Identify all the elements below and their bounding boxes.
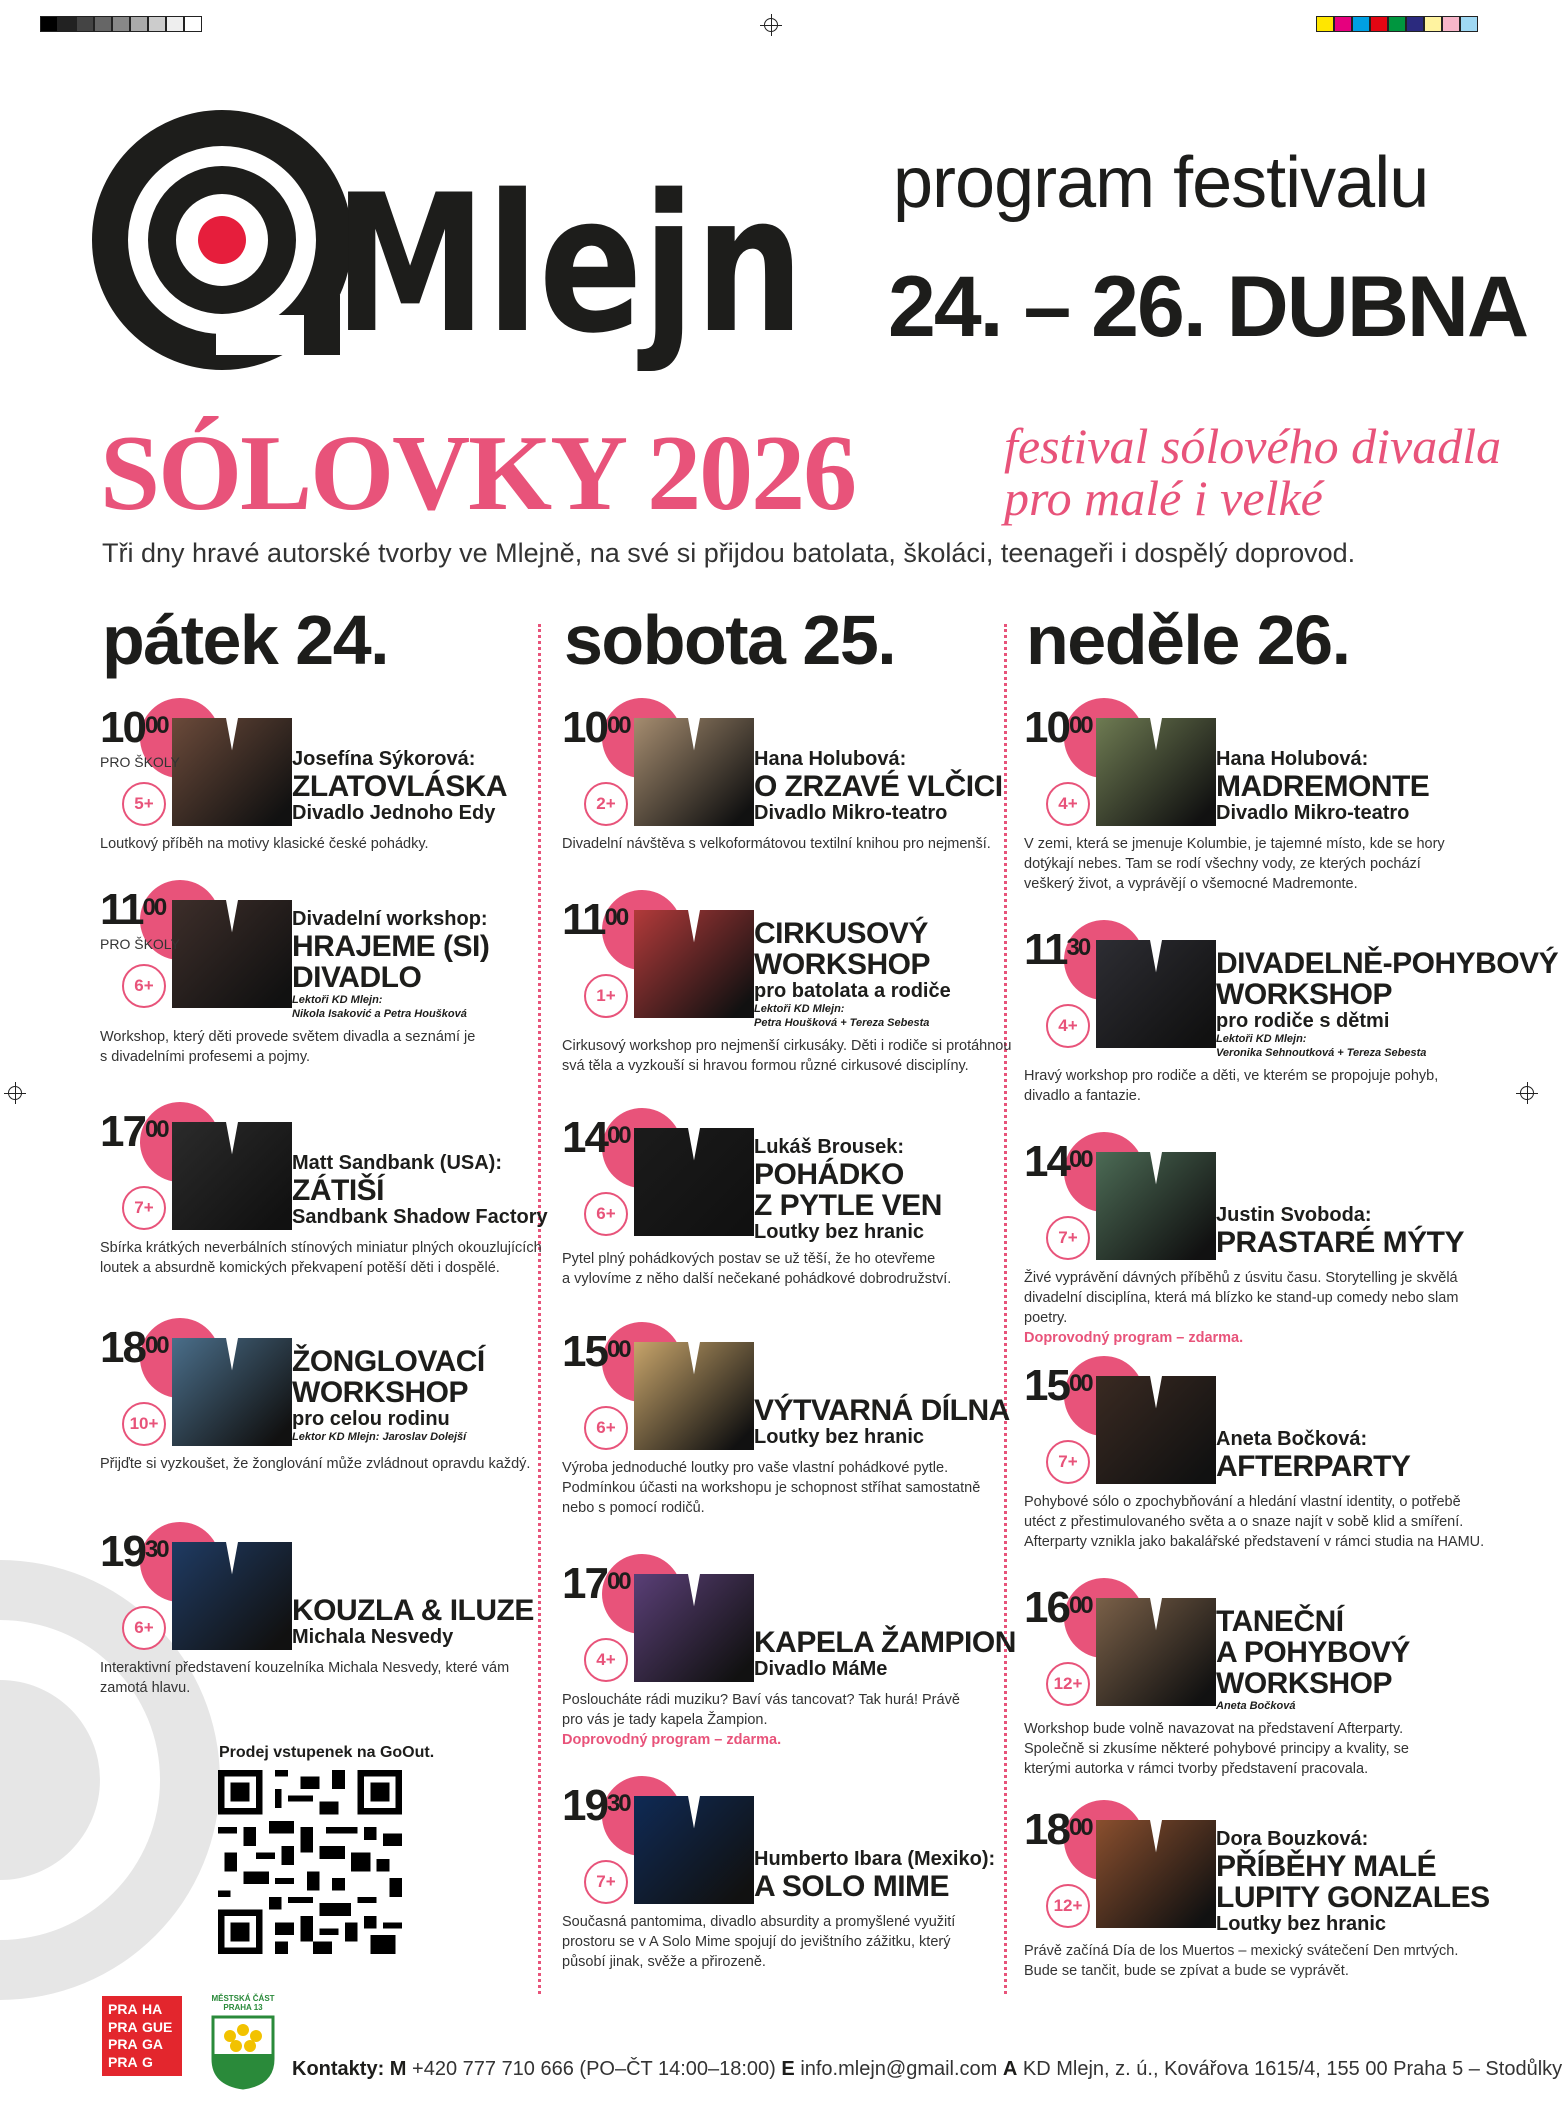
event-author: Humberto Ibara (Mexiko): — [754, 1848, 996, 1870]
contacts-phone-label: M — [389, 2058, 407, 2080]
event-age-badge: 1+ — [584, 974, 628, 1018]
event-age-badge: 12+ — [1046, 1884, 1090, 1928]
event-card — [562, 895, 1027, 1098]
event-description-line: kterými autorka v rámci tvorby představení pracovala. — [1024, 1761, 1369, 1777]
event-minute: 00 — [606, 1568, 630, 1595]
event-hour: 11 — [100, 885, 143, 934]
event-minute: 00 — [1068, 1814, 1092, 1841]
event-description — [100, 1658, 509, 1698]
event-description-line: Workshop, který děti provede světem divadla a seznámí je — [100, 1029, 476, 1045]
event-description-line: veškerý život, a vyprávějí o všemocné Madremonte. — [1024, 876, 1358, 892]
event-text — [754, 918, 951, 1030]
event-hour: 18 — [1024, 1805, 1069, 1854]
event-title-2: WORKSHOP — [1216, 978, 1392, 1011]
event-hour: 11 — [1024, 925, 1067, 974]
event-author: Dora Bouzková: — [1216, 1828, 1369, 1850]
event-time — [100, 1527, 168, 1576]
event-company: Loutky bez hranic — [754, 1221, 925, 1243]
event-photo — [634, 1128, 754, 1236]
event-title: KOUZLA & ILUZE — [292, 1594, 534, 1627]
event-age-badge: 4+ — [1046, 782, 1090, 826]
event-card — [1024, 1805, 1490, 2008]
event-title-2: A POHYBOVÝ — [1216, 1636, 1410, 1669]
event-description-line: Právě začíná Día de los Muertos – mexický svátečení Den mrtvých. — [1024, 1943, 1459, 1959]
festival-dates: 24. – 26. DUBNA — [888, 259, 1528, 355]
event-title: PŘÍBĚHY MALÉ — [1216, 1850, 1437, 1883]
praha-logo-cell: PRA — [108, 2018, 138, 2035]
event-lecturers: Aneta Bočková — [1216, 1700, 1296, 1712]
event-title: AFTERPARTY — [1216, 1450, 1411, 1483]
event-description — [562, 1249, 951, 1289]
event-card — [562, 1327, 1027, 1530]
event-photo — [634, 910, 754, 1018]
event-description-line: divadelní disciplína, která má blízko ke stand-up comedy nebo slam — [1024, 1290, 1459, 1306]
event-hour: 15 — [562, 1327, 607, 1376]
event-card — [100, 1527, 565, 1730]
event-note: PRO ŠKOLY — [100, 754, 180, 770]
praha-logo-cell: PRA — [108, 2036, 138, 2052]
event-age-badge: 7+ — [1046, 1216, 1090, 1260]
event-hour: 14 — [1024, 1137, 1069, 1186]
event-minute: 00 — [144, 1332, 168, 1359]
event-text — [292, 1346, 485, 1444]
qr-code[interactable] — [218, 1770, 402, 1954]
event-title: ZÁTIŠÍ — [292, 1174, 384, 1207]
event-description — [562, 1036, 1011, 1076]
event-card — [562, 1559, 1027, 1762]
event-description-line: Interaktivní představení kouzelníka Michala Nesvedy, které vám — [100, 1660, 510, 1676]
event-photo — [1096, 718, 1216, 826]
praha13-logo — [206, 1994, 280, 2092]
event-description-line: Společně si zkusíme některé pohybové principy a kvality, se — [1024, 1741, 1409, 1757]
event-hour: 16 — [1024, 1583, 1069, 1632]
event-description-line: Bude se tančit, bude se zpívat a bude se vyprávět. — [1024, 1963, 1349, 1979]
event-lecturers: Lektor KD Mlejn: Jaroslav Dolejší — [292, 1431, 467, 1443]
contacts-email-label: E — [781, 2058, 795, 2080]
event-text — [754, 1395, 1010, 1448]
event-text — [1216, 948, 1558, 1060]
event-hour: 17 — [562, 1559, 607, 1608]
event-hour: 11 — [562, 895, 605, 944]
event-description — [1024, 1941, 1458, 1981]
event-title: O ZRZAVÉ VLČICI — [754, 770, 1003, 803]
event-description — [1024, 834, 1445, 894]
event-description-line: Pohybové sólo o zpochybňování a hledání vlastní identity, o potřebě — [1024, 1494, 1461, 1510]
event-time — [562, 703, 630, 752]
event-photo — [1096, 940, 1216, 1048]
festival-subtitle-line-2: pro malé i velké — [1004, 470, 1323, 526]
ticket-sale-label: Prodej vstupenek na GoOut. — [219, 1744, 435, 1761]
event-minute: 00 — [1068, 1370, 1092, 1397]
event-description-line: Posloucháte rádi muziku? Baví vás tancovat? Tak hurá! Právě — [562, 1692, 960, 1708]
event-description-line: prostoru se v A Solo Mime spojují do jevištního zážitku, který — [562, 1934, 951, 1950]
contacts-address: KD Mlejn, z. ú., Kovářova 1615/4, 155 00 Praha 5 – Stodůlky — [1022, 2058, 1562, 2080]
event-title: TANEČNÍ — [1216, 1605, 1344, 1638]
event-company: Divadlo Mikro-teatro — [1216, 802, 1410, 824]
event-minute: 00 — [604, 904, 628, 931]
event-time — [1024, 1137, 1092, 1186]
logo-text: Mlejn — [334, 154, 804, 375]
event-card — [1024, 1361, 1489, 1564]
event-hour: 14 — [562, 1113, 607, 1162]
event-author: Lukáš Brousek: — [754, 1136, 905, 1158]
event-lecturers-2: Veronika Sehnoutková + Tereza Sebesta — [1216, 1047, 1427, 1059]
event-description-line: Živé vyprávění dávných příběhů z úsvitu času. Storytelling je skvělá — [1024, 1270, 1458, 1286]
event-card — [1024, 703, 1489, 906]
event-card — [1024, 1583, 1489, 1786]
event-lecturers: Lektoři KD Mlejn: — [1216, 1033, 1307, 1045]
praha-logo-cell: PRA — [108, 2053, 138, 2070]
event-photo — [172, 1542, 292, 1650]
praha-logo-cell: GUE — [142, 2018, 173, 2035]
event-author: Hana Holubová: — [1216, 748, 1369, 770]
praha-logo-cell: PRA — [108, 2001, 138, 2017]
event-age-badge: 7+ — [1046, 1440, 1090, 1484]
event-description-line: Pytel plný pohádkových postav se už těší, že ho otevřeme — [562, 1251, 936, 1267]
day-heading-friday: pátek 24. — [102, 601, 389, 679]
registration-mark-left — [8, 1086, 22, 1100]
event-description — [100, 1454, 530, 1474]
event-author: Aneta Bočková: — [1216, 1428, 1368, 1450]
event-time — [1024, 1805, 1092, 1854]
event-time — [562, 1781, 630, 1830]
event-card — [100, 1323, 565, 1526]
event-author: Justin Svoboda: — [1216, 1204, 1372, 1226]
event-hour: 10 — [1024, 703, 1069, 752]
event-time — [100, 1323, 168, 1372]
contacts-phone[interactable]: +420 777 710 666 (PO–ČT 14:00–18:00) — [412, 2058, 776, 2080]
event-title-2: WORKSHOP — [754, 948, 930, 981]
event-title: PRASTARÉ MÝTY — [1216, 1226, 1464, 1259]
praha-logo-cell: HA — [142, 2001, 163, 2017]
event-age-badge: 10+ — [122, 1402, 166, 1446]
event-text — [1216, 1828, 1490, 1935]
event-minute: 00 — [144, 1116, 168, 1143]
event-description-line: Cirkusový workshop pro nejmenší cirkusáky. Děti i rodiče si protáhnou — [562, 1038, 1012, 1054]
event-card — [100, 885, 565, 1088]
event-photo — [1096, 1820, 1216, 1928]
mlejn-logo — [96, 110, 816, 375]
praha13-label-1: MĚSTSKÁ ČÁST — [211, 1994, 275, 2003]
event-description-line: Afterparty vznikla jako bakalářské představení v rámci studia na HAMU. — [1024, 1534, 1485, 1550]
event-card — [562, 703, 1027, 906]
event-company: pro rodiče s dětmi — [1216, 1010, 1390, 1032]
event-description-line: Sbírka krátkých neverbálních stínových miniatur plných okouzlujících — [100, 1240, 542, 1256]
event-company: pro batolata a rodiče — [754, 980, 951, 1002]
event-company: Divadlo Mikro-teatro — [754, 802, 948, 824]
day-heading-saturday: sobota 25. — [564, 601, 896, 679]
event-text — [754, 1848, 995, 1902]
event-description-line: Podmínkou účasti na workshopu je schopnost stříhat samostatně — [562, 1480, 981, 1496]
event-minute: 30 — [1066, 934, 1090, 961]
event-card — [100, 1107, 565, 1310]
event-text — [1216, 1606, 1410, 1713]
event-description-line: s divadelními profesemi a pojmy. — [100, 1049, 311, 1065]
event-age-badge: 6+ — [584, 1406, 628, 1450]
event-photo — [1096, 1598, 1216, 1706]
event-hour: 15 — [1024, 1361, 1069, 1410]
event-minute: 00 — [606, 712, 630, 739]
event-photo — [1096, 1152, 1216, 1260]
event-lecturers-2: Petra Houšková + Tereza Sebesta — [754, 1017, 930, 1029]
event-description — [1024, 1719, 1409, 1779]
day-heading-sunday: neděle 26. — [1026, 601, 1350, 679]
event-minute: 00 — [1068, 712, 1092, 739]
event-photo — [634, 718, 754, 826]
event-description-line: a vylovíme z něho další nečekané pohádkové dobrodružství. — [562, 1271, 952, 1287]
event-age-badge: 5+ — [122, 782, 166, 826]
event-text — [754, 1136, 942, 1243]
event-free-note[interactable]: Doprovodný program – zdarma. — [562, 1732, 782, 1748]
event-photo — [172, 1122, 292, 1230]
event-title: HRAJEME (SI) — [292, 930, 490, 963]
event-minute: 00 — [142, 894, 166, 921]
event-text — [754, 1627, 1016, 1680]
event-hour: 18 — [100, 1323, 145, 1372]
event-description-line: poetry. — [1024, 1310, 1068, 1326]
event-company: Loutky bez hranic — [1216, 1913, 1387, 1935]
event-minute: 00 — [1068, 1592, 1092, 1619]
event-description — [1024, 1268, 1458, 1348]
event-description-line: divadlo a fantazie. — [1024, 1088, 1141, 1104]
event-text — [1216, 1428, 1410, 1482]
event-description — [562, 1458, 980, 1518]
event-age-badge: 2+ — [584, 782, 628, 826]
event-company: Loutky bez hranic — [754, 1426, 925, 1448]
event-title-2: DIVADLO — [292, 961, 422, 994]
contacts-email[interactable]: info.mlejn@gmail.com — [800, 2058, 998, 2080]
event-card — [562, 1781, 1027, 1984]
event-hour: 10 — [100, 703, 145, 752]
event-age-badge: 4+ — [1046, 1004, 1090, 1048]
event-title: POHÁDKO — [754, 1158, 904, 1191]
event-description-line: svá těla a vyzkouší si hravou formou různé cirkusové disciplíny. — [562, 1058, 969, 1074]
event-time — [562, 895, 628, 944]
event-lecturers: Lektoři KD Mlejn: — [292, 994, 383, 1006]
event-photo — [634, 1342, 754, 1450]
event-age-badge: 7+ — [584, 1860, 628, 1904]
event-description-line: Hravý workshop pro rodiče a děti, ve kterém se propojuje pohyb, — [1024, 1068, 1439, 1084]
contacts-label: Kontakty: — [292, 2058, 385, 2080]
event-photo — [634, 1574, 754, 1682]
event-hour: 19 — [562, 1781, 607, 1830]
event-title: KAPELA ŽAMPION — [754, 1626, 1016, 1659]
event-text — [1216, 748, 1429, 824]
event-age-badge: 12+ — [1046, 1662, 1090, 1706]
event-description-line: Loutkový příběh na motivy klasické české pohádky. — [100, 836, 429, 852]
festival-subtitle-line-1: festival sólového divadla — [1004, 418, 1502, 474]
event-title: A SOLO MIME — [754, 1870, 950, 1903]
praha13-crest-icon — [210, 2014, 276, 2090]
event-title: CIRKUSOVÝ — [754, 917, 928, 950]
event-author: Hana Holubová: — [754, 748, 907, 770]
event-description — [1024, 1492, 1484, 1552]
event-photo — [172, 718, 292, 826]
event-minute: 00 — [606, 1122, 630, 1149]
event-age-badge: 7+ — [122, 1186, 166, 1230]
event-description-line: zamotá hlavu. — [100, 1680, 191, 1696]
event-age-badge: 6+ — [122, 964, 166, 1008]
event-photo — [172, 1338, 292, 1446]
event-description-line: pro vás je tady kapela Žampion. — [562, 1712, 768, 1728]
event-minute: 00 — [1068, 1146, 1092, 1173]
event-author: Josefína Sýkorová: — [292, 748, 476, 770]
event-description — [562, 834, 991, 854]
event-description-line: loutek a absurdně komických překvapení potěší děti i dospělé. — [100, 1260, 500, 1276]
event-description-line: Workshop bude volně navazovat na představení Afterparty. — [1024, 1721, 1404, 1737]
praha-logo — [102, 1996, 182, 2076]
event-age-badge: 4+ — [584, 1638, 628, 1682]
event-text — [292, 1152, 548, 1228]
event-description-line: dotýkají nebes. Tam se rodí všechny vody, ze kterých pochází — [1024, 856, 1421, 872]
event-minute: 30 — [606, 1790, 630, 1817]
event-minute: 00 — [144, 712, 168, 739]
event-description — [100, 834, 429, 854]
program-heading: program festivalu — [893, 143, 1429, 223]
event-title: ŽONGLOVACÍ — [292, 1345, 485, 1378]
event-description-line: V zemi, která se jmenuje Kolumbie, je tajemné místo, kde se hory — [1024, 836, 1445, 852]
event-photo — [1096, 1376, 1216, 1484]
event-description-line: nebo s pomocí rodičů. — [562, 1500, 705, 1516]
event-author: Matt Sandbank (USA): — [292, 1152, 502, 1174]
event-description — [1024, 1066, 1438, 1106]
event-minute: 30 — [144, 1536, 168, 1563]
contacts-line — [292, 2058, 1562, 2081]
event-description-line: působí jinak, svěže a přirozeně. — [562, 1954, 766, 1970]
contacts-address-label: A — [1002, 2058, 1018, 2080]
event-description-line: utéct z přestimulovaného světa a o snaze najít v sobě klid a smíření. — [1024, 1514, 1464, 1530]
praha-logo-cell: GA — [142, 2036, 163, 2052]
event-title-2: Z PYTLE VEN — [754, 1189, 942, 1222]
event-card — [1024, 925, 1559, 1128]
event-company: pro celou rodinu — [292, 1408, 450, 1430]
event-time — [100, 1107, 168, 1156]
event-title-3: WORKSHOP — [1216, 1667, 1392, 1700]
event-lecturers-2: Nikola Isaković a Petra Houšková — [292, 1008, 467, 1020]
event-description — [100, 1027, 475, 1067]
event-time — [562, 1327, 630, 1376]
event-title: ZLATOVLÁSKA — [292, 770, 508, 803]
event-time — [562, 1559, 630, 1608]
event-free-note[interactable]: Doprovodný program – zdarma. — [1024, 1330, 1244, 1346]
festival-subtitle — [1004, 420, 1501, 524]
event-description-line: Výroba jednoduché loutky pro vaše vlastní pohádkové pytle. — [562, 1460, 949, 1476]
praha13-label-2: PRAHA 13 — [223, 2003, 263, 2012]
event-hour: 17 — [100, 1107, 145, 1156]
event-age-badge: 6+ — [122, 1606, 166, 1650]
event-description — [100, 1238, 542, 1278]
event-text — [292, 908, 489, 1021]
event-minute: 00 — [606, 1336, 630, 1363]
event-company: Michala Nesvedy — [292, 1626, 454, 1648]
event-text — [754, 748, 1003, 824]
event-time — [100, 703, 168, 752]
event-time — [1024, 1583, 1092, 1632]
grayscale-bar — [40, 16, 202, 32]
registration-mark-right — [1520, 1086, 1534, 1100]
event-note: PRO ŠKOLY — [100, 936, 180, 952]
event-description — [562, 1912, 955, 1972]
event-title: MADREMONTE — [1216, 770, 1430, 803]
intro-text: Tři dny hravé autorské tvorby ve Mlejně, na své si přijdou batolata, školáci, teenageři i dospělý doprovod. — [102, 538, 1356, 568]
event-title: DIVADELNĚ-POHYBOVÝ — [1216, 947, 1559, 980]
event-text — [1216, 1204, 1464, 1258]
event-card — [562, 1113, 1027, 1316]
event-time — [1024, 1361, 1092, 1410]
event-time — [1024, 703, 1092, 752]
event-description-line: Přijďte si vyzkoušet, že žonglování může zvládnout opravdu každý. — [100, 1456, 531, 1472]
event-card — [100, 703, 565, 906]
event-age-badge: 6+ — [584, 1192, 628, 1236]
event-text — [292, 748, 507, 824]
event-time — [1024, 925, 1090, 974]
festival-name: SÓLOVKY 2026 — [100, 414, 856, 533]
event-hour: 10 — [562, 703, 607, 752]
event-hour: 19 — [100, 1527, 145, 1576]
event-photo — [172, 900, 292, 1008]
event-author: Divadelní workshop: — [292, 908, 488, 930]
event-title-2: LUPITY GONZALES — [1216, 1881, 1490, 1914]
praha-logo-cell: G — [142, 2053, 153, 2070]
event-company: Divadlo MáMe — [754, 1658, 888, 1680]
event-company: Divadlo Jednoho Edy — [292, 802, 496, 824]
event-time — [562, 1113, 630, 1162]
event-description — [562, 1690, 960, 1750]
event-card — [1024, 1137, 1489, 1346]
event-text — [292, 1595, 534, 1648]
event-title-2: WORKSHOP — [292, 1376, 468, 1409]
registration-mark-top — [764, 18, 778, 32]
event-description-line: Divadelní návštěva s velkoformátovou textilní knihou pro nejmenší. — [562, 836, 991, 852]
event-title: VÝTVARNÁ DÍLNA — [754, 1394, 1010, 1427]
event-lecturers: Lektoři KD Mlejn: — [754, 1003, 845, 1015]
event-description-line: Současná pantomima, divadlo absurdity a promyšlené využití — [562, 1914, 956, 1930]
color-bar — [1316, 16, 1478, 32]
event-company: Sandbank Shadow Factory — [292, 1206, 548, 1228]
event-time — [100, 885, 166, 934]
event-photo — [634, 1796, 754, 1904]
